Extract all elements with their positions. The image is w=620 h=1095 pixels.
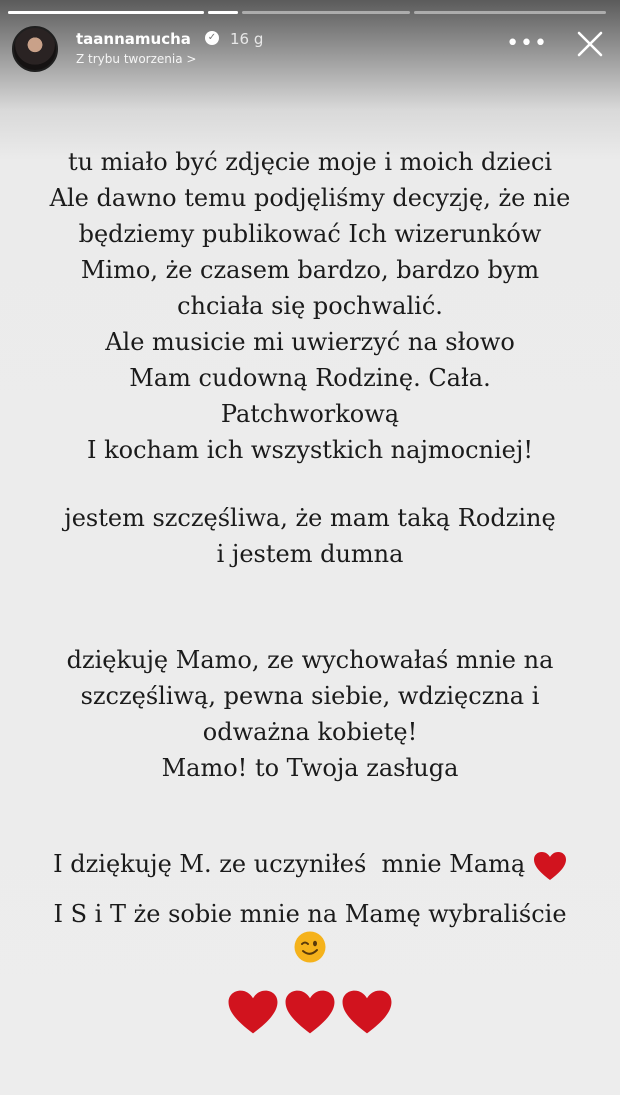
story-text-block-3 <box>0 642 620 786</box>
story-progress-bar <box>8 11 612 14</box>
progress-segment-4 <box>414 11 606 14</box>
story-text-line: będziemy publikować Ich wizerunków <box>78 220 542 248</box>
progress-segment-3 <box>242 11 410 14</box>
story-text-block-2 <box>0 500 620 572</box>
post-time: 16 g <box>230 30 264 48</box>
username[interactable]: taannamucha <box>76 30 191 48</box>
story-text-line: Ale dawno temu podjęliśmy decyzję, że nie <box>49 184 571 212</box>
story-text-line: Mimo, że czasem bardzo, bardzo bym <box>80 256 540 284</box>
story-text-line: i jestem dumna <box>216 540 404 568</box>
story-text-line: Mamo! to Twoja zasługa <box>161 754 459 782</box>
story-text-line: chciała się pochwalić. <box>177 292 443 320</box>
source-link[interactable]: Z trybu tworzenia > <box>76 52 197 66</box>
story-text-line: tu miało być zdjęcie moje i moich dzieci <box>67 148 553 176</box>
story-text-line: odważna kobietę! <box>202 718 418 746</box>
story-text-line: I kocham ich wszystkich najmocniej! <box>87 436 533 464</box>
winking-face-icon <box>293 930 327 964</box>
verified-badge-icon: ✓ <box>205 31 219 45</box>
story-text-block-1 <box>0 144 620 468</box>
red-heart-icon <box>341 988 393 1036</box>
story-text-line: Patchworkową <box>220 400 400 428</box>
story-text-line: szczęśliwą, pewna siebie, wdzięczna i <box>80 682 540 710</box>
avatar[interactable] <box>12 26 58 72</box>
hearts-row <box>0 988 620 1036</box>
red-heart-icon <box>284 988 336 1036</box>
progress-segment-1 <box>8 11 204 14</box>
story-text-line: jestem szczęśliwa, że mam taką Rodzinę <box>64 504 556 532</box>
story-text-line: I dziękuję M. ze uczyniłeś mnie Mamą <box>53 850 526 878</box>
story-text-line: Mam cudowną Rodzinę. Cała. <box>129 364 491 392</box>
story-text-line: dziękuję Mamo, ze wychowałaś mnie na <box>66 646 554 674</box>
story-text-block-4 <box>0 846 620 882</box>
story-header <box>12 26 608 74</box>
progress-fill-1 <box>8 11 204 14</box>
progress-segment-2 <box>208 11 238 14</box>
wink-emoji-row <box>0 930 620 968</box>
story-text-line: I S i T że sobie mnie na Mamę wybraliście <box>53 900 567 928</box>
more-options-icon[interactable]: ••• <box>506 31 548 56</box>
story-text-block-5 <box>0 896 620 932</box>
story-text-line: Ale musicie mi uwierzyć na słowo <box>105 328 515 356</box>
progress-fill-2 <box>208 11 238 14</box>
story-text-line-with-heart <box>0 846 620 882</box>
red-heart-icon <box>533 851 567 881</box>
close-icon[interactable] <box>574 28 606 60</box>
red-heart-icon <box>227 988 279 1036</box>
